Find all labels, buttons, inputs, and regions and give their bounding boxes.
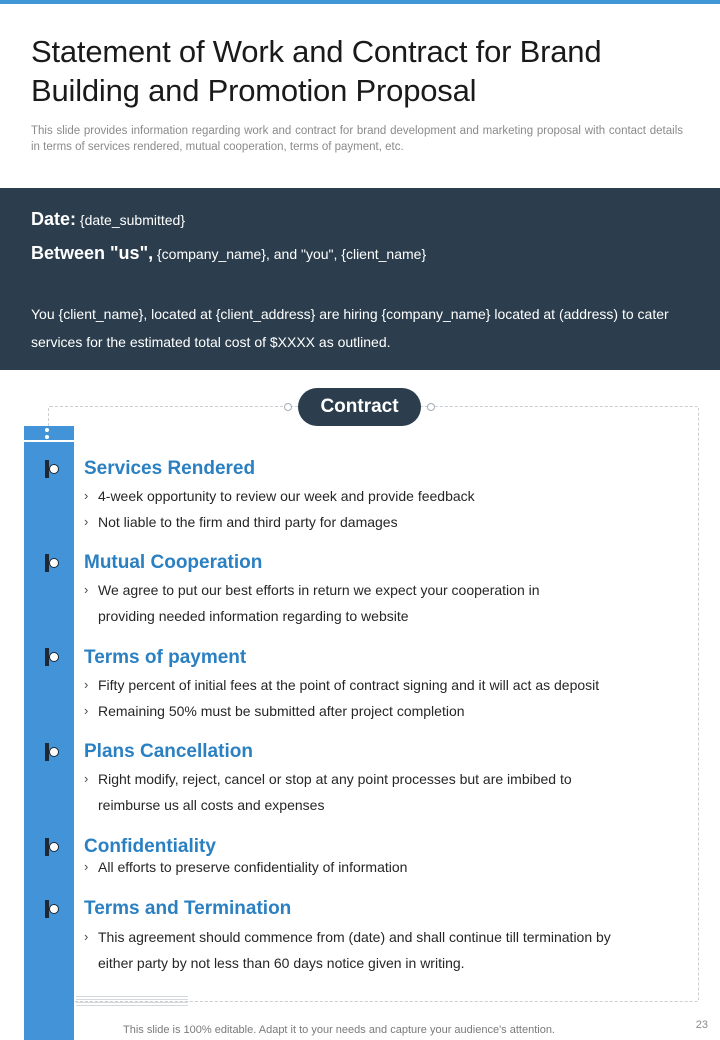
chevron-right-icon: ›: [84, 514, 89, 529]
list-item: › All efforts to preserve confidentiality of information: [84, 854, 674, 880]
section-heading: Plans Cancellation: [84, 741, 253, 762]
chevron-right-icon: ›: [84, 859, 89, 874]
timeline-dots-icon: [45, 428, 50, 440]
list-item: › We agree to put our best efforts in return we expect your cooperation in providing needed information regarding to website: [84, 577, 584, 629]
section-terms-and-termination: [84, 897, 674, 976]
section-heading: Confidentiality: [84, 836, 216, 857]
section-heading: Terms and Termination: [84, 898, 292, 919]
top-accent-rule: [0, 0, 720, 4]
between-line: [31, 242, 426, 265]
chevron-right-icon: ›: [84, 929, 89, 944]
timeline-marker-icon: [45, 838, 59, 856]
between-value: {company_name}, and "you", {client_name}: [157, 246, 427, 262]
section-heading: Mutual Cooperation: [84, 552, 263, 573]
section-services-rendered: [84, 457, 674, 535]
page-subtitle: This slide provides information regarding work and contract for brand development and marketing proposal with contact details in terms of services rendered, mutual cooperation, terms of payment, etc.: [31, 125, 683, 153]
page-number: 23: [695, 1019, 708, 1031]
list-item: › Right modify, reject, cancel or stop at any point processes but are imbibed to reimburse us all costs and expenses: [84, 766, 614, 818]
page-title: Statement of Work and Contract for Brand Building and Promotion Proposal: [31, 34, 602, 108]
section-plans-cancellation: [84, 740, 674, 818]
chevron-right-icon: ›: [84, 582, 89, 597]
timeline-marker-icon: [45, 554, 59, 572]
contract-label: Contract: [298, 388, 421, 426]
timeline-marker-icon: [45, 743, 59, 761]
chevron-right-icon: ›: [84, 488, 89, 503]
timeline-bar: [24, 426, 74, 1040]
frame-dot-left: [284, 403, 292, 411]
section-heading: Terms of payment: [84, 647, 247, 668]
list-item: › Fifty percent of initial fees at the point of contract signing and it will act as deposit: [84, 672, 674, 698]
list-item: › Remaining 50% must be submitted after project completion: [84, 698, 674, 724]
section-mutual-cooperation: [84, 551, 674, 629]
timeline-marker-icon: [45, 900, 59, 918]
footer-note: This slide is 100% editable. Adapt it to your needs and capture your audience's attention.: [123, 1024, 555, 1036]
timeline-bar-notch: [24, 440, 74, 442]
list-item: › Not liable to the firm and third party for damages: [84, 509, 674, 535]
chevron-right-icon: ›: [84, 677, 89, 692]
list-item: › 4-week opportunity to review our week and provide feedback: [84, 483, 674, 509]
date-value: {date_submitted}: [79, 212, 185, 228]
list-item: › This agreement should commence from (date) and shall continue till termination by either party by not less than 60 days notice given in writing.: [84, 924, 644, 976]
between-label: Between "us",: [31, 243, 154, 263]
decorative-hatch: [76, 996, 188, 1008]
date-label: Date:: [31, 209, 77, 229]
timeline-marker-icon: [45, 648, 59, 666]
chevron-right-icon: ›: [84, 703, 89, 718]
section-terms-of-payment: [84, 646, 674, 724]
hiring-paragraph: You {client_name}, located at {client_address} are hiring {company_name} located at (address) to cater services for the estimated total cost of $XXXX as outlined.: [31, 306, 669, 350]
frame-dot-right: [427, 403, 435, 411]
date-line: [31, 208, 185, 231]
chevron-right-icon: ›: [84, 771, 89, 786]
section-confidentiality: [84, 835, 674, 880]
section-heading: Services Rendered: [84, 458, 256, 479]
timeline-marker-icon: [45, 460, 59, 478]
parties-banner: [0, 188, 720, 370]
